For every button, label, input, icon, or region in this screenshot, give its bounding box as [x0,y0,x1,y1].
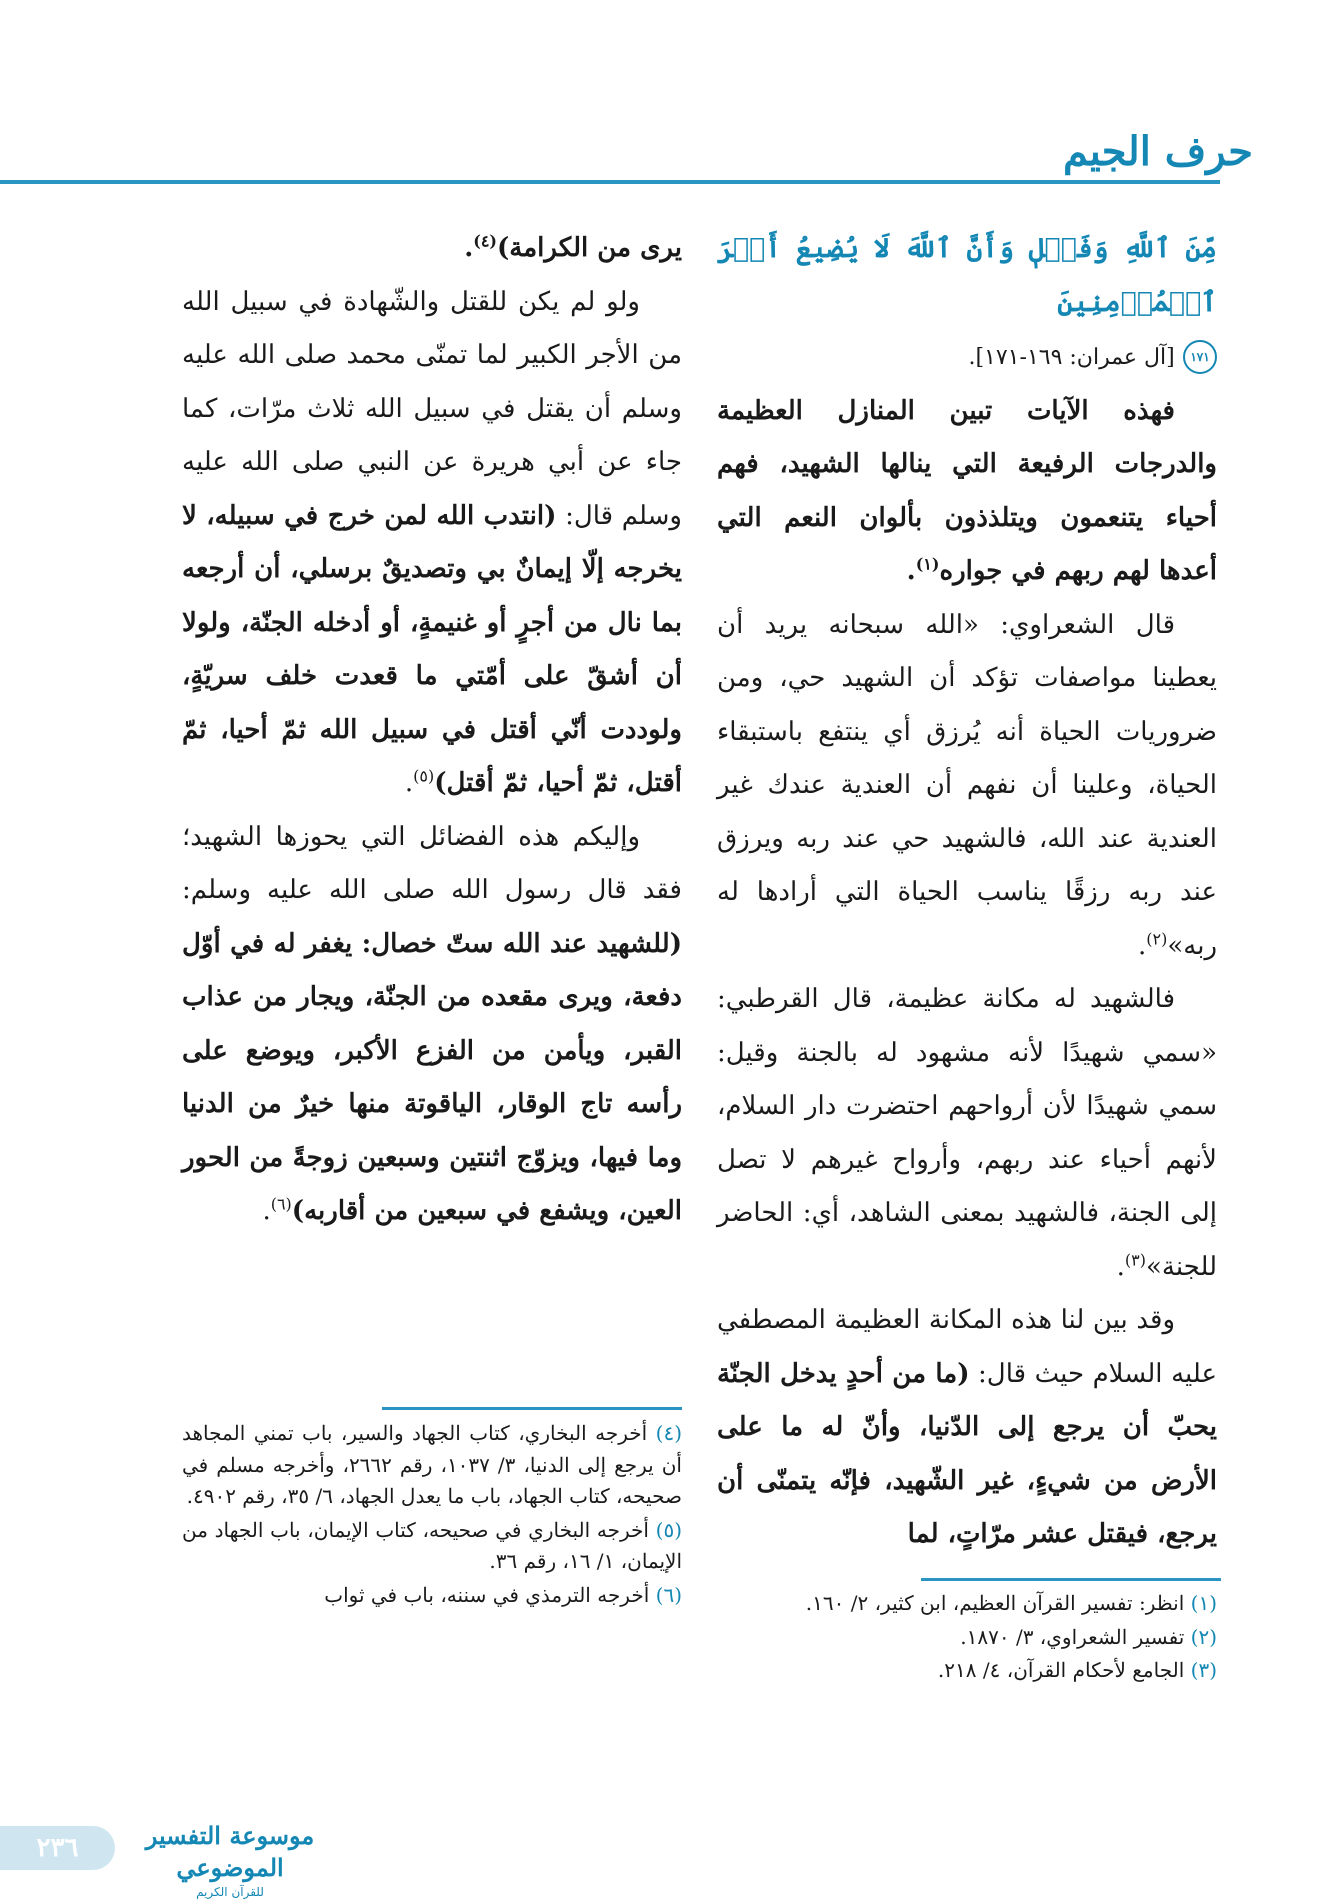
paragraph: فالشهيد له مكانة عظيمة، قال القرطبي: «سمي شهيدًا لأنه مشهود له بالجنة وقيل: سمي شهيدًا لأن أرواحهم احتضرت دار السلام، لأنهم أحياء عند ربهم، وأرواح غيرهم لا تصل إلى الجنة، فالشهيد بمعنى الشاهد، أي: الحاضر للجنة»$^{(٣)}$. [717,984,1217,1282]
paragraph: قال الشعراوي: «الله سبحانه يريد أن يعطينا مواصفات تؤكد أن الشهيد حي، ومن ضروريات الحياة أنه يُرزق أي ينتفع باستبقاء الحياة، وعلينا أن نفهم أن العندية عندك غير العندية عند الله، فالشهيد حي عند ربه ويرزق عند ربه رزقًا يناسب الحياة التي أرادها له ربه»$^{(٢)}$. [717,609,1217,961]
hadith-text: يرى من الكرامة) [497,233,682,263]
hadith-text: (انتدب الله لمن خرج في سبيله، لا يخرجه إلّا إيمانٌ بي وتصديقٌ برسلي، أن أرجعه بما نال من أجرٍ أو غنيمةٍ، أو أدخله الجنّة، ولولا أن أشقّ على أمّتي ما قعدت خلف سريّةٍ، ولوددت أنّي أقتل في سبيل الله ثمّ أحيا، ثمّ أقتل، ثمّ أحيا، ثمّ أقتل) [182,500,682,798]
footnote-ref[interactable]: (٢) [1146,928,1168,948]
footnote-text: أخرجه الترمذي في سننه، باب في ثواب [324,1582,650,1607]
paragraph: ولو لم يكن للقتل والشّهادة في سبيل الله من الأجر الكبير لما تمنّى محمد صلى الله عليه وسلم أن يقتل في سبيل الله ثلاث مرّات، كما جاء عن أبي هريرة عن النبي صلى الله عليه وسلم قال: (انتدب الله لمن خرج في سبيله، لا يخرجه إلّا إيمانٌ بي وتصديقٌ برسلي، أن أرجعه بما نال من أجرٍ أو غنيمةٍ، أو أدخله الجنّة، ولولا أن أشقّ على أمّتي ما قعدت خلف سريّةٍ، ولوددت أنّي أقتل في سبيل الله ثمّ أحيا، ثمّ أقتل، ثمّ أحيا، ثمّ أقتل)$^{(٥)}$. [182,286,682,798]
footnote-item [182,1580,682,1612]
footnote-separator [921,1578,1221,1581]
verse-reference-line [717,330,1217,385]
footnote-number: (٤) [655,1421,682,1445]
header-rule [0,180,1220,184]
right-column [717,222,1217,1562]
paragraph: فهذه الآيات تبين المنازل العظيمة والدرجات الرفيعة التي ينالها الشهيد، فهم أحياء يتنعمون ويتلذذون بألوان النعم التي أعدها لهم ربهم في جواره$^{(١)}$. [717,395,1217,586]
quran-verse [717,222,1217,330]
footnote-ref[interactable]: (٦) [270,1194,292,1214]
paragraph-text: وقد بين لنا هذه المكانة العظيمة المصطفي عليه السلام حيث قال: [717,1305,1217,1389]
footnote-number: (١) [1190,1591,1217,1615]
footnote-number: (٦) [655,1582,682,1607]
footnote-item [717,1655,1217,1687]
logo-subtitle: للقرآن الكريم [196,1885,264,1899]
ayah-number-marker: ١٧١ [1183,340,1217,374]
paragraph-text: قال الشعراوي: «الله سبحانه يريد أن يعطينا مواصفات تؤكد أن الشهيد حي، ومن ضروريات الحياة أنه يُرزق أي ينتفع باستبقاء الحياة، وعلينا أن نفهم أن العندية عندك غير العندية عند الله، فالشهيد حي عند ربه ويرزق عند ربه رزقًا يناسب الحياة التي أرادها له ربه» [717,609,1217,961]
footnote-item [717,1622,1217,1654]
footnote-text: أخرجه البخاري، كتاب الجهاد والسير، باب تمني المجاهد أن يرجع إلى الدنيا، ٣/ ١٠٣٧، رقم ٢٦٦٢، وأخرجه مسلم في صحيحه، كتاب الجهاد، باب ما يعدل الجهاد، ٦/ ٣٥، رقم ٤٩٠٢. [182,1421,682,1508]
footnote-ref[interactable]: (٣) [1124,1249,1146,1269]
paragraph-text: فهذه الآيات تبين المنازل العظيمة والدرجات الرفيعة التي ينالها الشهيد، فهم أحياء يتنعمون ويتلذذون بألوان النعم التي أعدها لهم ربهم في جواره [717,395,1217,586]
paragraph-text: وإليكم هذه الفضائل التي يحوزها الشهيد؛ فقد قال رسول الله صلى الله عليه وسلم: [182,821,682,905]
paragraph: وإليكم هذه الفضائل التي يحوزها الشهيد؛ فقد قال رسول الله صلى الله عليه وسلم: (للشهيد عند الله ستّ خصال: يغفر له في أوّل دفعة، ويرى مقعده من الجنّة، ويجار من عذاب القبر، ويأمن من الفزع الأكبر، ويوضع على رأسه تاج الوقار، الياقوتة منها خيرٌ من الدنيا وما فيها، ويزوّج اثنتين وسبعين زوجةً من الحور العين، ويشفع في سبعين من أقاربه)$^{(٦)}$. [182,821,682,1226]
footnotes-left [182,1418,682,1613]
chapter-title: حرف الجيم [1063,128,1253,175]
paragraph-text: ولو لم يكن للقتل والشّهادة في سبيل الله من الأجر الكبير لما تمنّى محمد صلى الله عليه وسلم أن يقتل في سبيل الله ثلاث مرّات، كما جاء عن أبي هريرة عن النبي صلى الله عليه وسلم قال: [182,286,682,531]
verse-reference: [آل عمران: ١٦٩-١٧١]. [968,345,1175,370]
footnote-text: تفسير الشعراوي، ٣/ ١٨٧٠. [960,1624,1185,1649]
hadith-text: (ما من أحدٍ يدخل الجنّة يحبّ أن يرجع إلى الدّنيا، وأنّ له ما على الأرض من شيءٍ، غير الشّهيد، فإنّه يتمنّى أن يرجع، فيقتل عشر مرّاتٍ، لما [717,1358,1217,1549]
encyclopedia-logo [130,1820,330,1899]
footnote-text: الجامع لأحكام القرآن، ٤/ ٢١٨. [937,1658,1185,1682]
footnote-text: انظر: تفسير القرآن العظيم، ابن كثير، ٢/ ١٦٠. [805,1591,1185,1615]
page-number-badge: ٢٣٦ [0,1826,115,1870]
footnote-number: (٥) [655,1517,682,1542]
footnote-number: (٣) [1190,1658,1217,1682]
footnote-item [182,1418,682,1513]
left-column [182,222,682,1239]
footnotes-right [717,1588,1217,1689]
footnote-text: أخرجه البخاري في صحيحه، كتاب الإيمان، باب الجهاد من الإيمان، ١/ ١٦، رقم ٣٦. [182,1517,682,1573]
logo-title: موسوعة التفسير الموضوعي [145,1821,315,1882]
footnote-ref[interactable]: (١) [915,554,940,574]
hadith-text: (للشهيد عند الله ستّ خصال: يغفر له في أوّل دفعة، ويرى مقعده من الجنّة، ويجار من عذاب القبر، ويأمن من الفزع الأكبر، ويوضع على رأسه تاج الوقار، الياقوتة منها خيرٌ من الدنيا وما فيها، ويزوّج اثنتين وسبعين زوجةً من الحور العين، ويشفع في سبعين من أقاربه) [182,928,682,1226]
footnote-item [182,1515,682,1578]
verse-text: مِّنَ ٱللَّهِ وَفَضۡلٖ وَأَنَّ ٱللَّهَ لَا يُضِيعُ أَجۡرَ ٱلۡمُؤۡمِنِينَ [717,233,1217,318]
paragraph-continuation: يرى من الكرامة)$^{(٤)}$. [464,231,682,263]
paragraph-text: فالشهيد له مكانة عظيمة، قال القرطبي: «سمي شهيدًا لأنه مشهود له بالجنة وقيل: سمي شهيدًا لأن أرواحهم احتضرت دار السلام، لأنهم أحياء عند ربهم، وأرواح غيرهم لا تصل إلى الجنة، فالشهيد بمعنى الشاهد، أي: الحاضر للجنة» [717,984,1217,1282]
footnote-ref[interactable]: (٤) [473,231,497,251]
footnote-ref[interactable]: (٥) [413,766,435,786]
footnote-number: (٢) [1190,1624,1217,1649]
footnote-separator [382,1407,682,1410]
footnote-item [717,1588,1217,1620]
paragraph [717,1294,1217,1562]
